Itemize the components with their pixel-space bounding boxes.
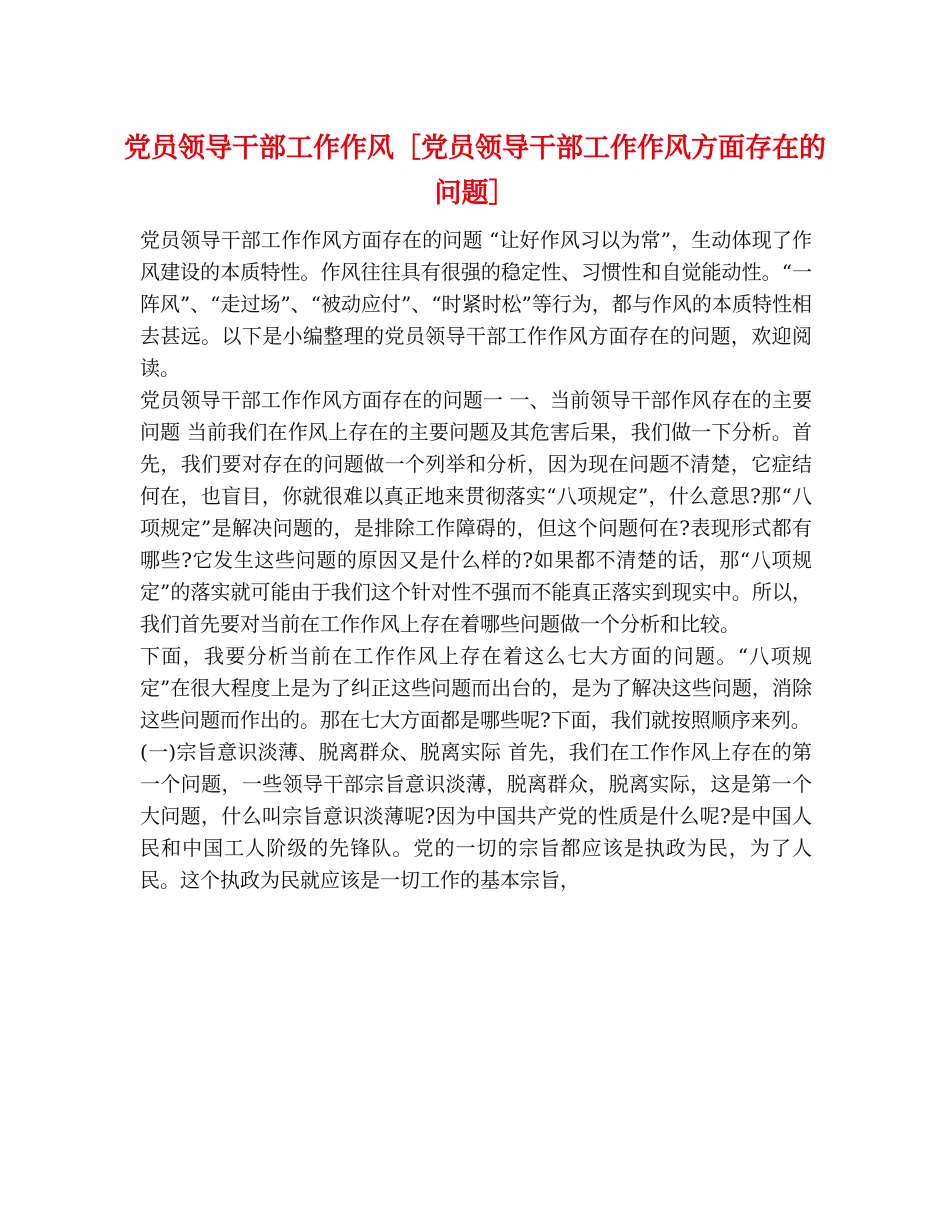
document-body: [140, 224, 812, 896]
paragraph-seven-aspects: 下面，我要分析当前在工作作风上存在着这么七大方面的问题。“八项规定”在很大程度上是为了纠正这些问题而出台的，是为了解决这些问题，消除这些问题而作出的。那在七大方面都是哪些呢?下面，我们就按照顺序来列。: [140, 644, 812, 732]
paragraph-section-one: 党员领导干部工作作风方面存在的问题一 一、当前领导干部作风存在的主要问题 当前我们在作风上存在的主要问题及其危害后果，我们做一下分析。首先，我们要对存在的问题做一个列举和分析，因为现在问题不清楚，它症结何在，也盲目，你就很难以真正地来贯彻落实“八项规定”，什么意思?那“八项规定”是解决问题的，是排除工作障碍的，但这个问题何在?表现形式都有哪些?它发生这些问题的原因又是什么样的?如果都不清楚的话，那“八项规定”的落实就可能由于我们这个针对性不强而不能真正落实到现实中。所以，我们首先要对当前在工作作风上存在着哪些问题做一个分析和比较。: [140, 388, 812, 636]
document-title: 党员领导干部工作作风［党员领导干部工作作风方面存在的问题］: [124, 133, 826, 209]
paragraph-purpose-awareness: (一)宗旨意识淡薄、脱离群众、脱离实际 首先，我们在工作作风上存在的第一个问题，一些领导干部宗旨意识淡薄，脱离群众，脱离实际，这是第一个大问题，什么叫宗旨意识淡薄呢?因为中国共产党的性质是什么呢?是中国人民和中国工人阶级的先锋队。党的一切的宗旨都应该是执政为民，为了人民。这个执政为民就应该是一切工作的基本宗旨，: [140, 740, 812, 892]
paragraph-intro: 党员领导干部工作作风方面存在的问题 “让好作风习以为常”，生动体现了作风建设的本质特性。作风往往具有很强的稳定性、习惯性和自觉能动性。“一阵风”、“走过场”、“被动应付”、“时紧时松”等行为，都与作风的本质特性相去甚远。以下是小编整理的党员领导干部工作作风方面存在的问题，欢迎阅读。: [140, 228, 812, 380]
